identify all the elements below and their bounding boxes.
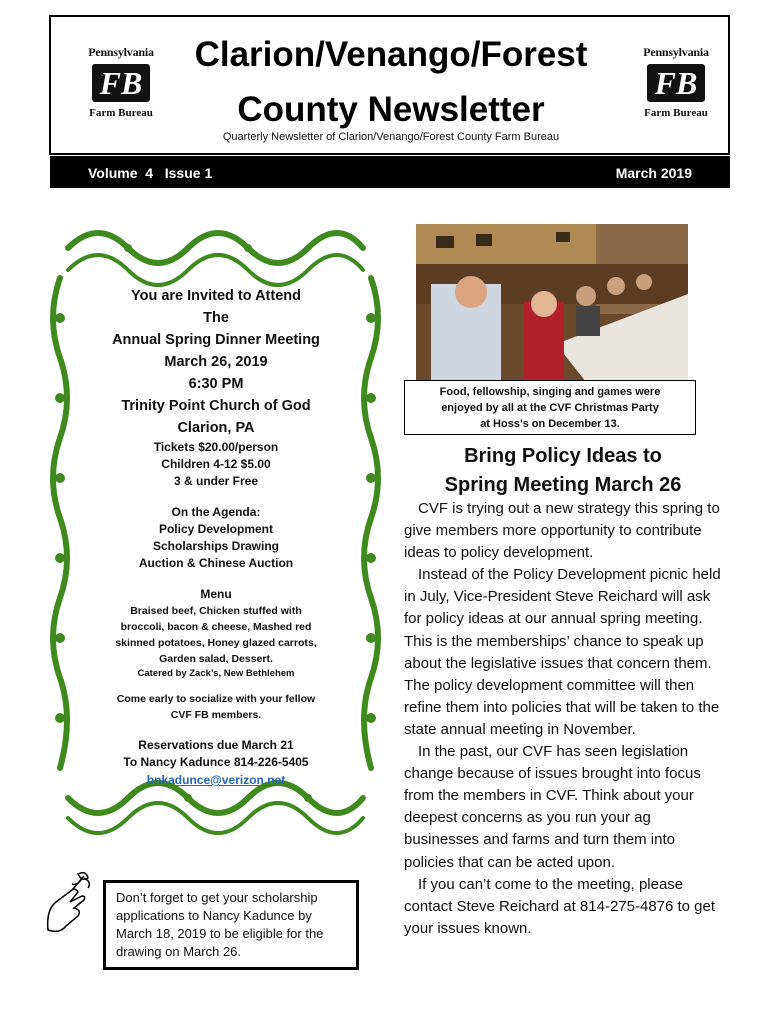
caterer: Catered by Zack’s, New Bethlehem: [137, 668, 295, 679]
headline-line: Bring Policy Ideas to: [464, 445, 662, 467]
christmas-party-photo: [416, 224, 688, 382]
issue-date: March 2019: [615, 165, 692, 181]
scholarship-reminder-box: [103, 880, 359, 970]
menu-line: Braised beef, Chicken stuffed with: [130, 605, 302, 617]
invite-time: 6:30 PM: [188, 376, 244, 392]
newsletter-subtitle: Quarterly Newsletter of Clarion/Venango/Forest County Farm Bureau: [222, 131, 560, 143]
invite-date: March 26, 2019: [164, 354, 268, 370]
svg-text:FB: FB: [654, 65, 698, 101]
volume-bar: [50, 156, 730, 188]
caption-line: Food, fellowship, singing and games were: [439, 386, 661, 398]
fb-logo-icon: [92, 64, 150, 102]
article-paragraph: Instead of the Policy Development picnic held in July, Vice-President Steve Reichard will ask for policy ideas at our annual spring meeting. This is the memberships’ chance to speak up about the legislative issues that concern them. The policy development committee will then refine them into policies that will be taken to the state annual meeting in November.: [404, 566, 721, 738]
farm-bureau-logo-right: Pennsylvania FB Farm Bureau: [643, 45, 709, 119]
article-headline: [404, 442, 722, 500]
article-paragraph: If you can’t come to the meeting, please contact Steve Reichard at 814-275-4876 to get your issues known.: [404, 875, 716, 937]
children-price: Children 4-12 $5.00: [161, 457, 271, 471]
early-line: CVF FB members.: [170, 709, 262, 721]
early-line: Come early to socialize with your fellow: [116, 693, 316, 705]
agenda-item: Policy Development: [158, 522, 274, 536]
email-link[interactable]: bnkadunce@verizon.net: [146, 773, 286, 787]
invite-line: The: [203, 310, 229, 326]
article-body: [404, 498, 724, 940]
photo-caption: [404, 380, 696, 435]
menu-line: Garden salad, Dessert.: [159, 653, 273, 665]
headline-line: Spring Meeting March 26: [444, 474, 682, 496]
invite-location: Clarion, PA: [177, 420, 255, 436]
menu-heading: Menu: [200, 587, 232, 601]
agenda-item: Auction & Chinese Auction: [138, 556, 294, 570]
menu-line: broccoli, bacon & cheese, Mashed red: [120, 621, 312, 633]
reminder-finger-icon: [42, 870, 100, 940]
masthead: [49, 15, 730, 155]
agenda-heading: On the Agenda:: [171, 505, 261, 519]
ticket-price: Tickets $20.00/person: [153, 440, 279, 454]
scholarship-text: Don’t forget to get your scholarship applications to Nancy Kadunce by March 18, 2019 to be eligible for the drawing on March 26.: [116, 890, 324, 959]
farm-bureau-logo-left: Pennsylvania FB Farm Bureau: [88, 45, 154, 119]
reservation-contact: To Nancy Kadunce 814-226-5405: [123, 755, 309, 769]
newsletter-title-line2: County Newsletter: [237, 90, 545, 129]
invite-line: Annual Spring Dinner Meeting: [112, 332, 320, 348]
article-paragraph: CVF is trying out a new strategy this spring to give members more opportunity to contribute ideas to policy development.: [404, 500, 720, 562]
invite-venue: Trinity Point Church of God: [121, 398, 311, 414]
article-paragraph: In the past, our CVF has seen legislation change because of issues brought into focus from the members in CVF. Think about your deepest concerns as you run your ag businesses and farms and turn them into policies that can be acted upon.: [404, 743, 701, 871]
dinner-invitation: [96, 285, 336, 789]
invite-line: You are Invited to Attend: [131, 288, 301, 304]
svg-text:FB: FB: [99, 65, 143, 101]
caption-line: enjoyed by all at the CVF Christmas Party: [441, 402, 659, 414]
under3-price: 3 & under Free: [173, 474, 259, 488]
newsletter-title-line1: Clarion/Venango/Forest: [194, 35, 588, 74]
caption-line: at Hoss’s on December 13.: [480, 418, 620, 430]
menu-line: skinned potatoes, Honey glazed carrots,: [115, 637, 317, 649]
volume-issue: Volume 4 Issue 1: [88, 165, 213, 181]
fb-logo-icon: [647, 64, 705, 102]
agenda-item: Scholarships Drawing: [152, 539, 280, 553]
reservations-due: Reservations due March 21: [138, 738, 294, 752]
